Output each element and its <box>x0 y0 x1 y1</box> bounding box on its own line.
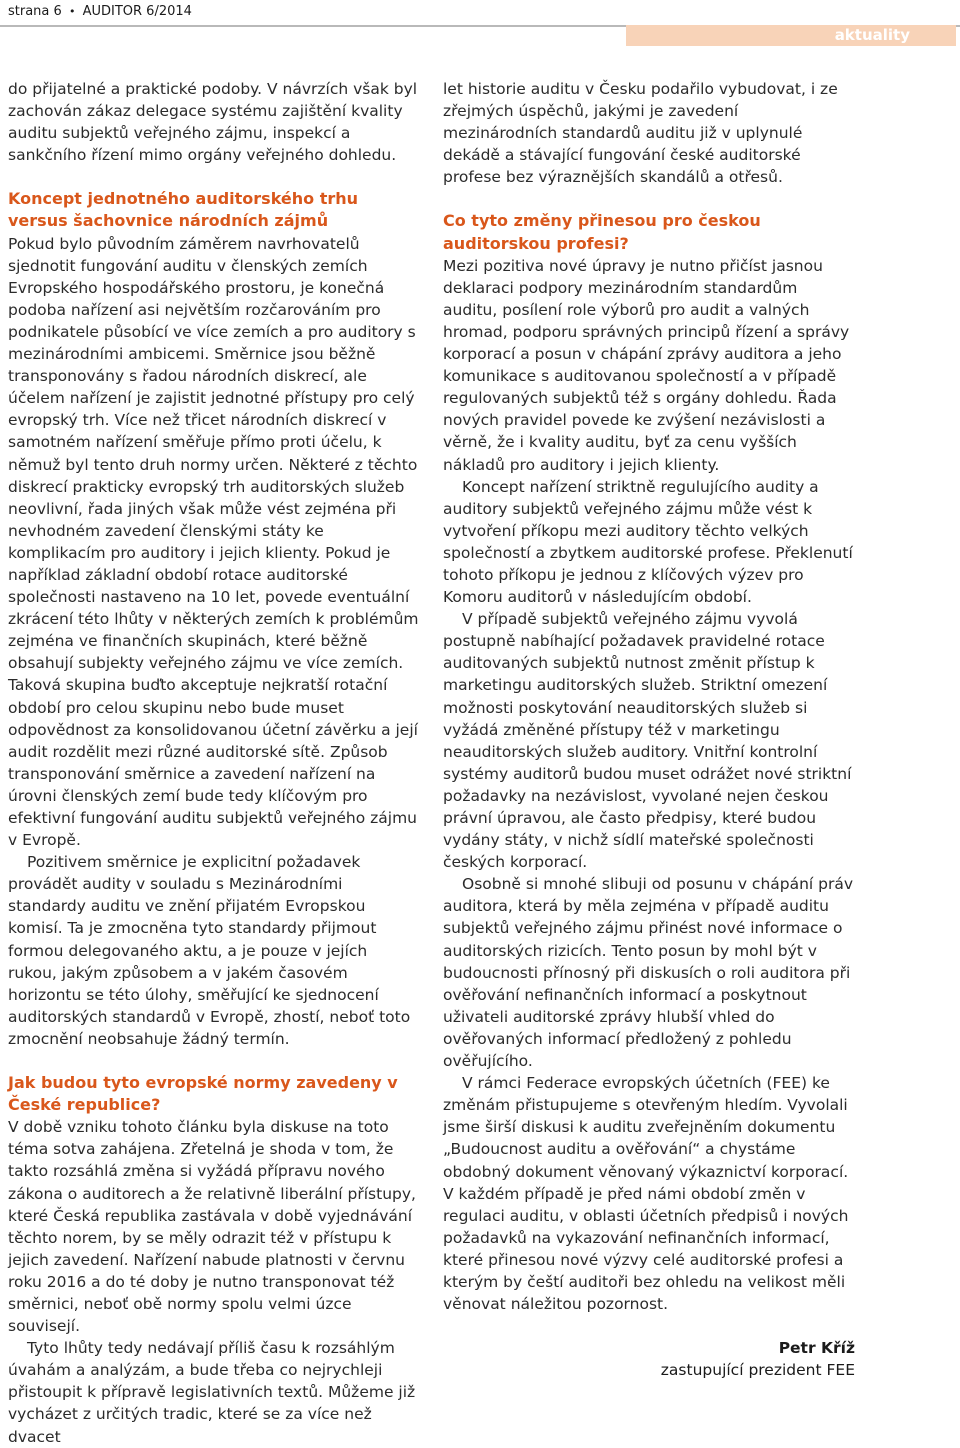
paragraph: V době vzniku tohoto článku byla diskuse na toto téma sotva zahájena. Zřetelná je shoda v tom, že takto rozsáhlá změna si vyžádá přípravu nového zákona o auditorech a že relativně liberální přístupy, které Česká republika zastávala v době vyjednávání těchto norem, by se měly odrazit též v přístupu k jejich zavedení. Nařízení nabude platnosti v červnu roku 2016 a do té doby je nutno transponovat též směrnici, neboť obě normy spolu velmi úzce souvisejí. <box>8 1118 416 1336</box>
paragraph: Tyto lhůty tedy nedávají příliš času k rozsáhlým úvahám a analýzám, a bude třeba co nejrychleji přistoupit k přípravě legislativních textů. Můžeme již vycházet z určitých tradic, které se za více než dvacet <box>8 1339 416 1446</box>
right-column <box>443 78 855 1381</box>
author-name: Petr Kříž <box>778 1339 855 1358</box>
subheading: Co tyto změny přinesou pro českou auditorskou profesi? <box>443 211 761 253</box>
paragraph: V rámci Federace evropských účetních (FEE) ke změnám přistupujeme s otevřeným hledím. Vyvolali jsme širší diskusi k auditu zveřejněním dokumentu „Budoucnost auditu a ověřování“ a chystáme obdobný dokument věnovaný výkaznictví korporací. V každém případě je před námi období změn v regulaci auditu, v oblasti účetních předpisů i nových požadavků na vykazování nefinančních informací, které přinesou nové výzvy celé auditorské profesi a kterým by čeští auditoři bez ohledu na velikost měli věnovat náležitou pozornost. <box>443 1074 849 1314</box>
publication-name: AUDITOR 6/2014 <box>82 4 192 19</box>
author-role: zastupující prezident FEE <box>660 1361 855 1380</box>
page-number: strana 6 <box>8 4 62 19</box>
running-header <box>8 4 192 19</box>
paragraph: Osobně si mnohé slibuji od posunu v chápání práv auditora, která by měla zejména v případě auditu subjektů veřejného zájmu přinést nové informace o auditorských rizicích. Tento posun by mohl být v budoucnosti přínosný při diskusích o roli auditora při ověřování nefinančních informací a poskytnout uživateli auditorské zprávy hlubší vhled do ověřovaných informací předložený z pohledu ověřujícího. <box>443 875 854 1071</box>
paragraph: Koncept nařízení striktně regulujícího audity a auditory subjektů veřejného zájmu může vést k vytvoření příkopu mezi auditory těchto velkých společností a zbytkem auditorské profese. Překlenutí tohoto příkopu je jednou z klíčových výzev pro Komoru auditorů v následujícím období. <box>443 477 853 607</box>
section-tag: aktuality <box>626 25 956 46</box>
bullet-separator: • <box>68 5 76 18</box>
subheading: Koncept jednotného auditorského trhu versus šachovnice národních zájmů <box>8 189 359 231</box>
paragraph: let historie auditu v Česku podařilo vybudovat, i ze zřejmých úspěchů, jakými je zavedení mezinárodních standardů auditu již v uplynulé dekádě a stávající fungování české auditorské profese bez výraznějších skandálů a otřesů. <box>443 80 838 187</box>
subheading: Jak budou tyto evropské normy zavedeny v České republice? <box>8 1073 398 1115</box>
left-column <box>8 78 420 1448</box>
paragraph: do přijatelné a praktické podoby. V návrzích však byl zachován zákaz delegace systému zajištění kvality auditu subjektů veřejného zájmu, inspekcí a sankčního řízení mimo orgány veřejného dohledu. <box>8 80 418 165</box>
paragraph: Mezi pozitiva nové úpravy je nutno přičíst jasnou deklaraci podpory mezinárodním standardům auditu, posílení role výborů pro audit a valných hromad, podporu správných principů řízení a správy korporací a posun v chápání zprávy auditora a jeho komunikace s auditovanou společností a v případě regulovaných subjektů též s orgány dohledu. Řada nových pravidel povede ke zvýšení nezávislosti a věrně, že i kvality auditu, byť za cenu vyšších nákladů pro auditory i jejich klienty. <box>443 256 850 474</box>
paragraph: Pozitivem směrnice je explicitní požadavek provádět audity v souladu s Mezinárodními standardy auditu ve znění přijatém Evropskou komisí. Ta je zmocněna tyto standardy přijmout formou delegovaného aktu, a je pouze v jejích rukou, jakým způsobem a v jakém časovém horizontu se této úlohy, směřující ke sjednocení auditorských standardů v Evropě, zhostí, neboť toto zmocnění neobsahuje žádný termín. <box>8 853 411 1048</box>
paragraph: V případě subjektů veřejného zájmu vyvolá postupně nabíhající požadavek pravidelné rotace auditovaných subjektů nutnost změnit přístup k marketingu auditorských služeb. Striktní omezení možnosti poskytování neauditorských služeb si vyžádá změněné přístupy též v marketingu neauditorských služeb auditory. Vnitřní kontrolní systémy auditorů budou muset odrážet nové striktní požadavky na nezávislost, vyvolané nejen českou právní úpravou, ale často předpisy, které budou vydány státy, v nichž sídlí mateřské společnosti českých korporací. <box>443 610 852 872</box>
signature <box>443 1337 855 1381</box>
paragraph: Pokud bylo původním záměrem navrhovatelů sjednotit fungování auditu v členských zemích Evropského hospodářského prostoru, je konečná podoba nařízení asi největším rozčarováním pro podnikatele působící ve více zemích a pro auditory s mezinárodními ambicemi. Směrnice jsou běžně transponovány s řadou národních diskrecí, ale účelem nařízení je zajistit jednotné přístupy pro celý evropský trh. Více než třicet národních diskrecí v samotném nařízení směřuje přímo proti účelu, k němuž byl tento druh normy určen. Některé z těchto diskrecí prakticky evropský trh auditorských služeb neovlivní, řada jiných však může vést zejména při nevhodném zavedení členskými státy ke komplikacím pro auditory i jejich klienty. Pokud je například základní období rotace auditorské společnosti nastaveno na 10 let, povede eventuální zkrácení této lhůty v některých zemích k problémům zejména ve finančních skupinách, které běžně obsahují subjekty veřejného zájmu ve více zemích. Taková skupina buďto akceptuje nejkratší rotační období pro celou skupinu nebo bude muset odpovědnost za konsolidovanou účetní závěrku a její audit rozdělit mezi různé auditorské sítě. Způsob transponování směrnice a zavedení nařízení na úrovni členských zemí bude tedy klíčovým pro efektivní fungování auditu subjektů veřejného zájmu v Evropě. <box>8 234 419 850</box>
